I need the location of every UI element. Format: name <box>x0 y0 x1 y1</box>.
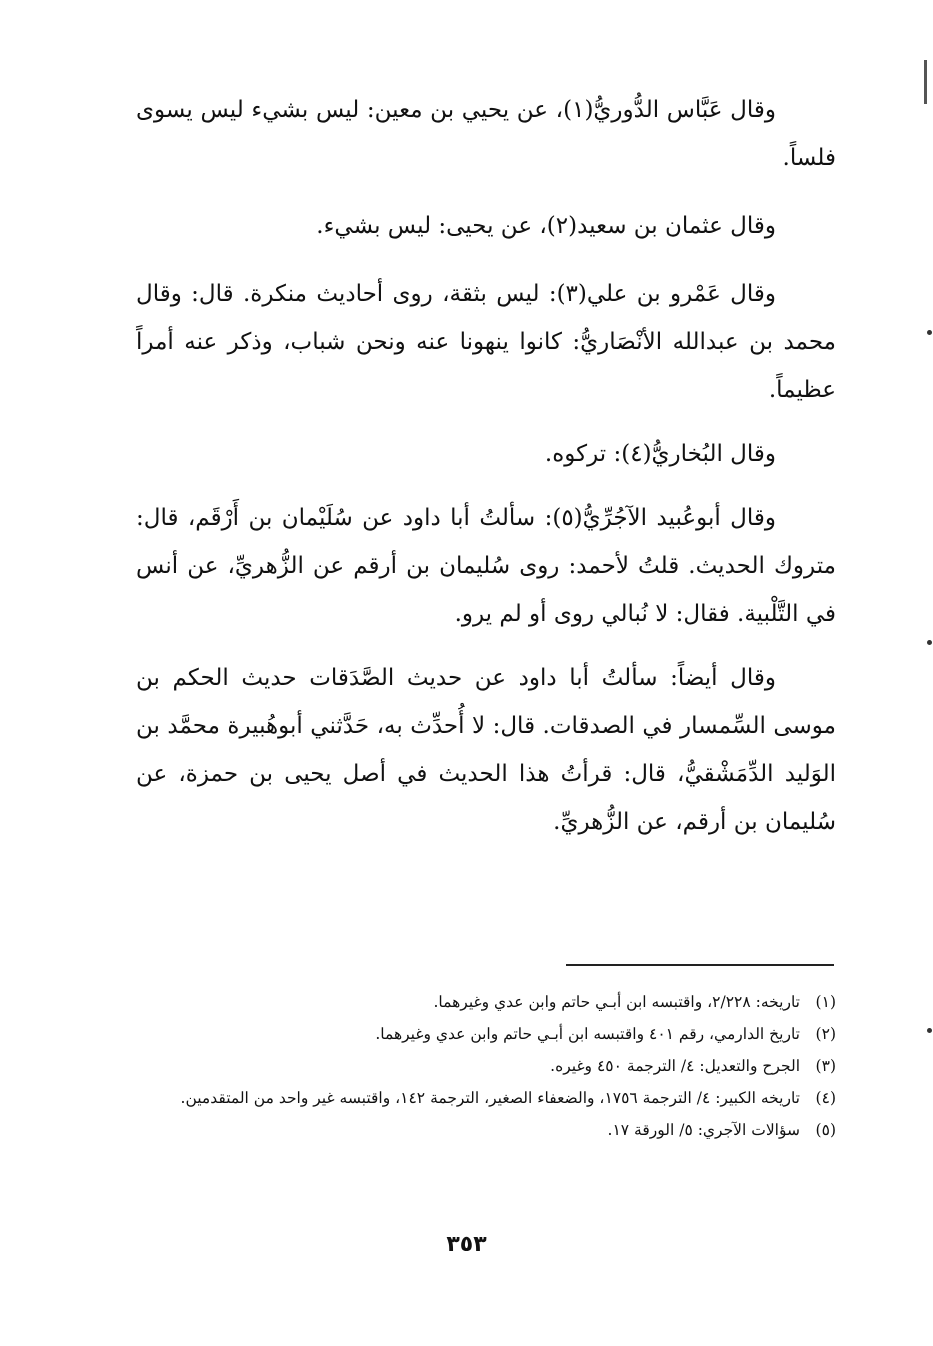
footnote-text: تاريخه: ٢/٢٢٨، واقتبسه ابن أبـي حاتم وابن عدي وغيرهما. <box>433 993 800 1011</box>
footnote <box>136 986 836 1018</box>
paragraph: وقال أبوعُبيد الآجُرِّيُّ(٥): سألتُ أبا داود عن سُلَيْمان بن أَرْقَم، قال: متروك الحديث. قلتُ لأحمد: روى سُليمان بن أرقم عن الزُّهريِّ، عن أنس في التَّلْبية. فقال: لا نُبالي روى أو لم يرو. <box>136 505 836 627</box>
footnote-text: تاريخ الدارمي، رقم ٤٠١ واقتبسه ابن أبـي حاتم وابن عدي وغيرهما. <box>375 1025 800 1043</box>
footnote <box>136 1114 836 1146</box>
footnote-number: (٥) <box>815 1121 836 1139</box>
footnote <box>136 1082 836 1114</box>
paragraph: وقال عَمْرو بن علي(٣): ليس بثقة، روى أحاديث منكرة. قال: وقال محمد بن عبدالله الأنْصَاريُّ: كانوا ينهونا عنه ونحن شباب، وذكر عنه أمراً عظيماً. <box>136 281 836 403</box>
margin-dot <box>927 640 932 645</box>
margin-dot <box>927 1028 932 1033</box>
page-number: ٣٥٣ <box>446 1232 487 1257</box>
paragraph: وقال أيضاً: سألتُ أبا داود عن حديث الصَّدَقات حديث الحكم بن موسى السِّمسار في الصدقات. قال: لا أُحدِّث به، حَدَّثني أبوهُبيرة محمَّد بن الوَليد الدِّمَشْقيُّ، قال: قرأتُ هذا الحديث في أصل يحيى بن حمزة، عن سُليمان بن أرقم، عن الزُّهريِّ. <box>136 665 836 835</box>
paragraph: وقال عثمان بن سعيد(٢)، عن يحيى: ليس بشيء. <box>316 213 776 239</box>
paragraph: وقال عَبَّاس الدُّوريُّ(١)، عن يحيي بن معين: ليس بشيء ليس يسوى فلساً. <box>136 97 836 171</box>
footnote-text: الجرح والتعديل: ٤/ الترجمة ٤٥٠ وغيره. <box>550 1057 800 1075</box>
footnotes <box>136 986 836 1146</box>
footnote <box>136 1050 836 1082</box>
paragraph: وقال البُخاريُّ(٤): تركوه. <box>544 441 776 467</box>
footnote-divider <box>566 964 834 966</box>
footnote <box>136 1018 836 1050</box>
footnote-text: سؤالات الآجري: ٥/ الورقة ١٧. <box>607 1121 800 1139</box>
footnote-number: (٤) <box>815 1089 836 1107</box>
footnote-number: (٢) <box>815 1025 836 1043</box>
margin-dot <box>927 330 932 335</box>
footnote-text: تاريخه الكبير: ٤/ الترجمة ١٧٥٦، والضعفاء الصغير، الترجمة ١٤٢، واقتبسه غير واحد من المتقدمين. <box>180 1089 800 1107</box>
margin-mark <box>924 60 927 104</box>
main-text <box>136 86 836 846</box>
footnote-number: (٣) <box>815 1057 836 1075</box>
footnote-number: (١) <box>815 993 836 1011</box>
